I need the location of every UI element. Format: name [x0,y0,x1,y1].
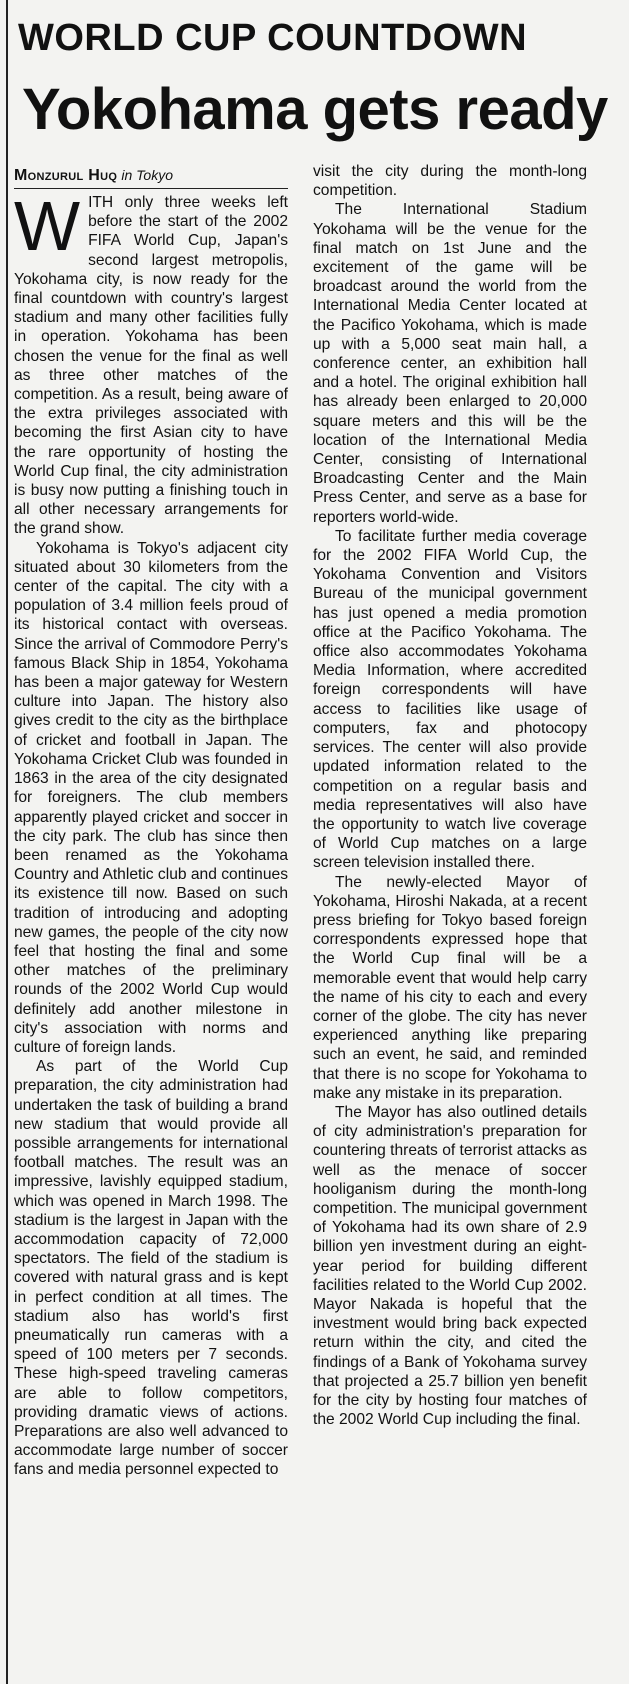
article-column-right [313,162,587,1429]
article-paragraph: As part of the World Cup preparation, the city administration had undertaken the task of building a brand new stadium that would provide all possible arrangements for international football matches. The result was an impressive, lavishly equipped stadium, which was opened in March 1998. The stadium is the largest in Japan with the accommodation capacity of 72,000 spectators. The field of the stadium is covered with natural grass and is kept in perfect condition at all times. The stadium also has world's first pneumatically run cameras with a speed of 100 meters per 7 seconds. These high-speed traveling cameras are able to follow competitors, providing dramatic views of actions. Preparations are also well advanced to accommodate large number of soccer fans and media personnel expected to [14,1058,288,1479]
byline-location: in Tokyo [121,167,173,183]
byline [14,166,288,189]
article-column-left [14,162,288,1480]
paragraph-text: ITH only three weeks left before the start of the 2002 FIFA World Cup, Japan's second largest metropolis, Yokohama city, is now ready for the final countdown with country's largest stadium and many other facilities fully in operation. Yokohama has been chosen the venue for the final as well as three other matches of the competition. As a result, being aware of the extra privileges associated with becoming the first Asian city to have the rare opportunity of hosting the World Cup final, the city administration is busy now putting a finishing touch in all other necessary arrangements for the grand show. [14,194,288,538]
byline-author: Monzurul Huq [14,167,118,184]
article-paragraph: Yokohama is Tokyo's adjacent city situated about 30 kilometers from the center of the capital. The city with a population of 3.4 million feels proud of its historical contact with overseas. Since the arrival of Commodore Perry's famous Black Ship in 1854, Yokohama has been a major gateway for Western culture into Japan. The history also gives credit to the city as the birthplace of cricket and football in Japan. The Yokohama Cricket Club was founded in 1863 in the area of the city designated for foreigners. The club members apparently played cricket and soccer in the city park. The club has since then been renamed as the Yokohama Country and Athletic club and continues its existence till now. Based on such tradition of introducing and adopting new games, the people of the city now feel that hosting the final and some other matches of the preliminary rounds of the 2002 World Cup would definitely add another milestone in city's association with norms and culture of foreign lands. [14,539,288,1056]
headline: Yokohama gets ready [22,77,608,142]
column-rule [6,0,8,1684]
article-paragraph: The International Stadium Yokohama will be the venue for the final match on 1st June and the excitement of the game will be broadcast around the world from the International Media Center located at the Pacifico Yokohama, which is made up with a 5,000 seat main hall, a conference center, an exhibition hall and a hotel. The original exhibition hall has already been enlarged to 20,000 square meters and this will be the location of the International Media Center, consisting of International Broadcasting Center and the Main Press Center, and serve as a base for reporters world-wide. [313,201,587,526]
article-paragraph [14,187,288,539]
article-paragraph: The newly-elected Mayor of Yokohama, Hiroshi Nakada, at a recent press briefing for Tokyo based foreign correspondents expressed hope that the World Cup final will be a memorable event that would help carry the name of his city to each and every corner of the globe. The city has never experienced anything like preparing such an event, he said, and reminded that there is no scope for Yokohama to make any mistake in its preparation. [313,873,587,1102]
article-paragraph: The Mayor has also outlined details of city administration's preparation for countering threats of terrorist attacks as well as the menace of soccer hooliganism during the month-long competition. The municipal government of Yokohama had its own share of 2.9 billion yen investment during an eight-year period for building different facilities related to the World Cup 2002. Mayor Nakada is hopeful that the investment would bring back expected return within the city, and cited the findings of a Bank of Yokohama survey that projected a 25.7 billion yen benefit for the city by hosting four matches of the 2002 World Cup including the final. [313,1103,587,1429]
article-paragraph-continued: visit the city during the month-long competition. [313,163,587,200]
section-kicker: WORLD CUP COUNTDOWN [18,17,528,59]
article-paragraph: To facilitate further media coverage for the 2002 FIFA World Cup, the Yokohama Convention and Visitors Bureau of the municipal government has just opened a media promotion office at the Pacifico Yokohama. The office also accommodates Yokohama Media Information, where accredited foreign correspondents will have access to facilities like usage of computers, fax and photocopy services. The center will also provide updated information related to the competition on a regular basis and media representatives will also have the opportunity to watch live coverage of World Cup matches on a large screen television installed there. [313,527,587,872]
drop-cap: W [14,187,81,265]
